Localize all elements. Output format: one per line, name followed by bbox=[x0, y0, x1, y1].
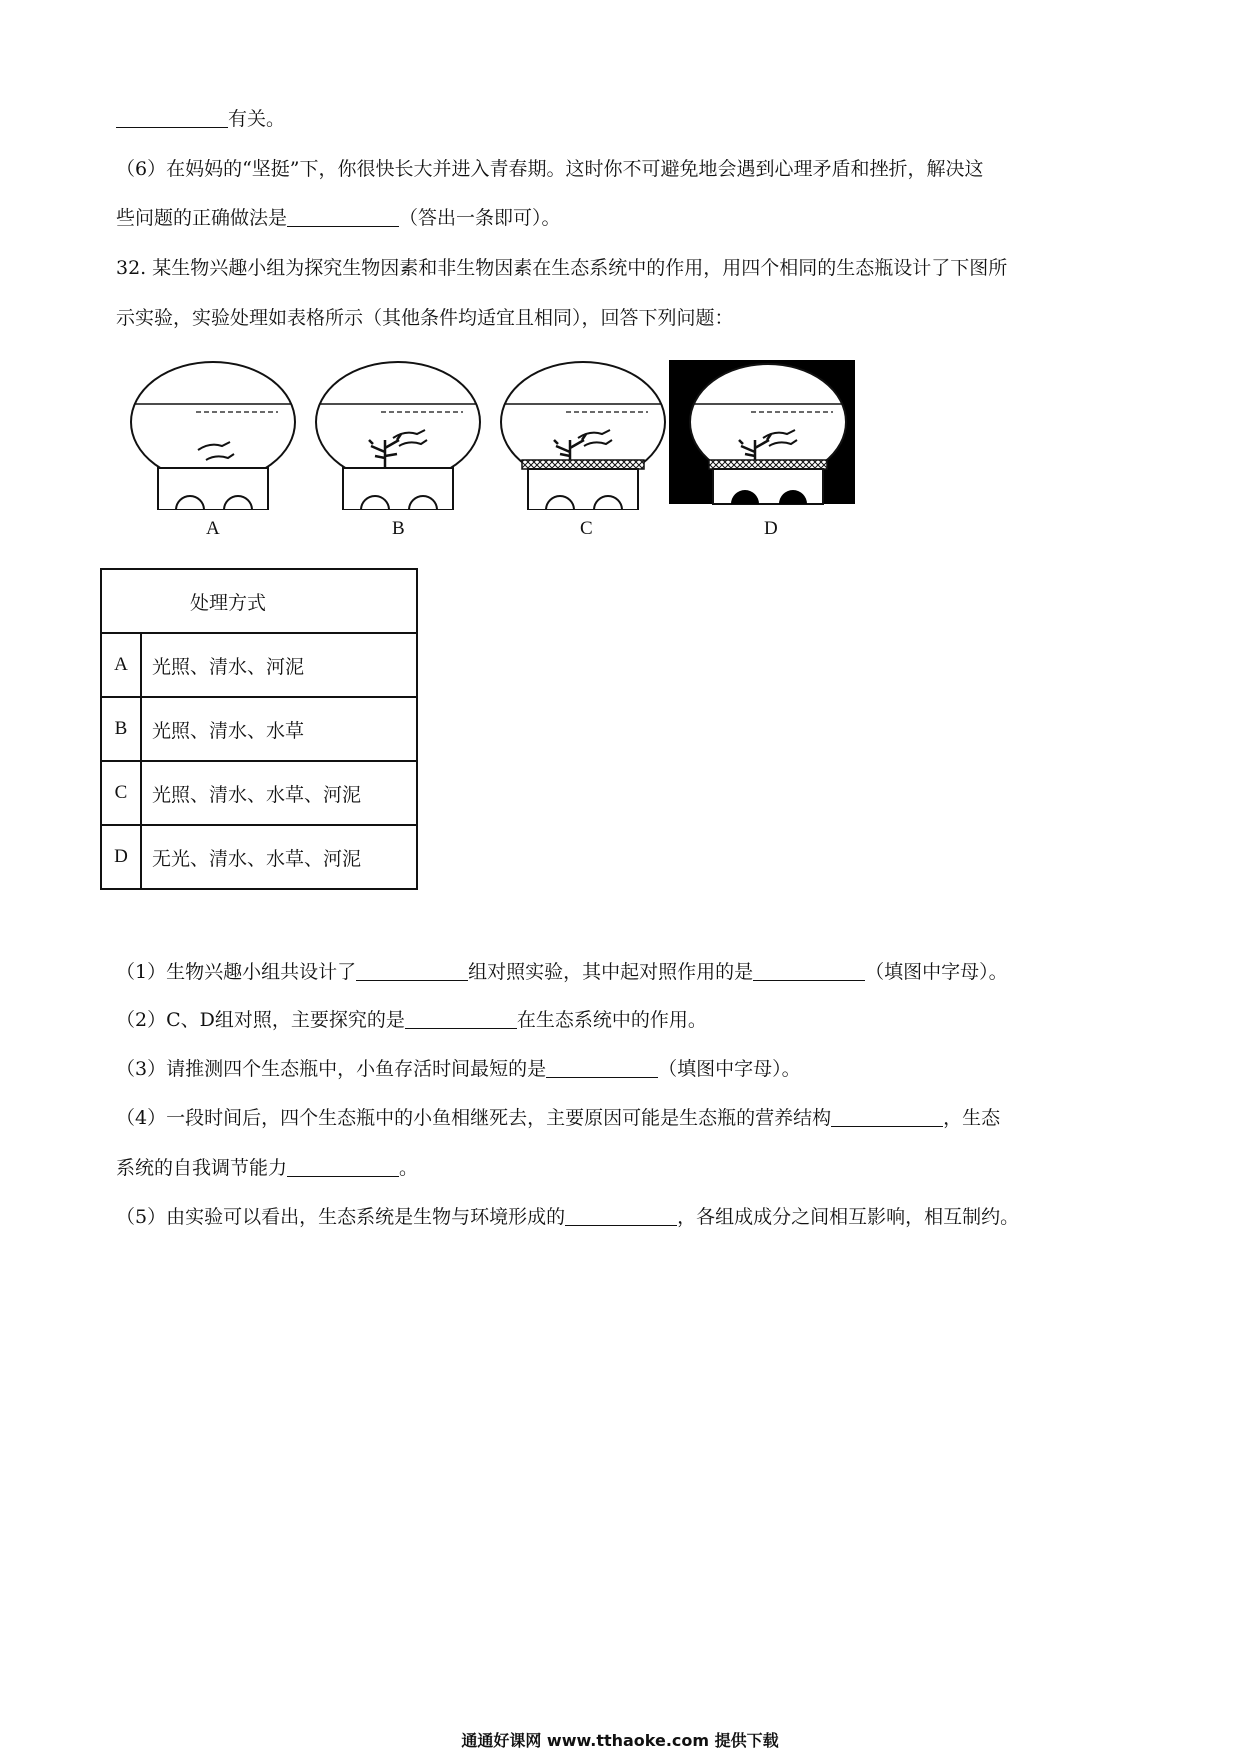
row-value: 无光、清水、水草、河泥 bbox=[141, 825, 417, 889]
eco-bottle-figure bbox=[128, 360, 908, 550]
figure-label-b: B bbox=[392, 518, 405, 539]
sub-question-5: （5）由实验可以看出，生态系统是生物与环境形成的 ，各组成成分之间相互影响，相互制约。 bbox=[116, 1206, 1020, 1228]
figure-label-d: D bbox=[764, 518, 778, 539]
answer-blank[interactable] bbox=[565, 1205, 677, 1226]
sub-question-2: （2）C、D组对照，主要探究的是 在生态系统中的作用。 bbox=[116, 1009, 707, 1031]
figure-label-c: C bbox=[580, 518, 593, 539]
table-header: 处理方式 bbox=[101, 569, 417, 633]
sub-question-3: （3）请推测四个生态瓶中，小鱼存活时间最短的是 （填图中字母）。 bbox=[116, 1058, 801, 1080]
page-footer: 通通好课网 www.tthaoke.com 提供下载 bbox=[461, 1731, 779, 1750]
question-6-line-1: （6）在妈妈的“坚挺”下，你很快长大并进入青春期。这时你不可避免地会遇到心理矛盾和挫折，解决这 bbox=[116, 158, 984, 180]
row-key: C bbox=[101, 761, 141, 825]
answer-blank[interactable] bbox=[405, 1008, 517, 1029]
bottle-b bbox=[316, 362, 480, 510]
treatment-table bbox=[100, 568, 418, 890]
answer-blank[interactable] bbox=[831, 1106, 943, 1127]
row-value: 光照、清水、水草 bbox=[141, 697, 417, 761]
table-row bbox=[101, 633, 417, 697]
answer-blank[interactable] bbox=[356, 960, 468, 981]
bottle-a bbox=[131, 362, 295, 510]
question-32-stem-line-1: 32. 某生物兴趣小组为探究生物因素和非生物因素在生态系统中的作用，用四个相同的生态瓶设计了下图所 bbox=[116, 257, 1008, 279]
answer-blank[interactable] bbox=[116, 107, 228, 128]
table-row bbox=[101, 761, 417, 825]
row-key: D bbox=[101, 825, 141, 889]
table-row bbox=[101, 825, 417, 889]
answer-blank[interactable] bbox=[287, 206, 399, 227]
eco-bottles-illustration bbox=[128, 360, 908, 510]
row-value: 光照、清水、水草、河泥 bbox=[141, 761, 417, 825]
table-row bbox=[101, 697, 417, 761]
sub-question-4-line-2: 系统的自我调节能力 。 bbox=[116, 1157, 419, 1179]
row-key: A bbox=[101, 633, 141, 697]
sub-question-1: （1）生物兴趣小组共设计了 组对照实验，其中起对照作用的是 （填图中字母）。 bbox=[116, 961, 1008, 983]
bottle-d bbox=[669, 360, 855, 504]
sub-question-4-line-1: （4）一段时间后，四个生态瓶中的小鱼相继死去，主要原因可能是生态瓶的营养结构 ，生态 bbox=[116, 1107, 1001, 1129]
prev-question-tail: 有关。 bbox=[116, 106, 285, 132]
row-value: 光照、清水、河泥 bbox=[141, 633, 417, 697]
bottle-c bbox=[501, 362, 665, 510]
answer-blank[interactable] bbox=[546, 1057, 658, 1078]
answer-blank[interactable] bbox=[753, 960, 865, 981]
row-key: B bbox=[101, 697, 141, 761]
question-32-stem-line-2: 示实验，实验处理如表格所示（其他条件均适宜且相同），回答下列问题： bbox=[116, 307, 734, 329]
answer-blank[interactable] bbox=[287, 1156, 399, 1177]
question-6-line-2: 些问题的正确做法是 （答出一条即可）。 bbox=[116, 207, 561, 229]
table-header-row bbox=[101, 569, 417, 633]
figure-label-a: A bbox=[206, 518, 220, 539]
